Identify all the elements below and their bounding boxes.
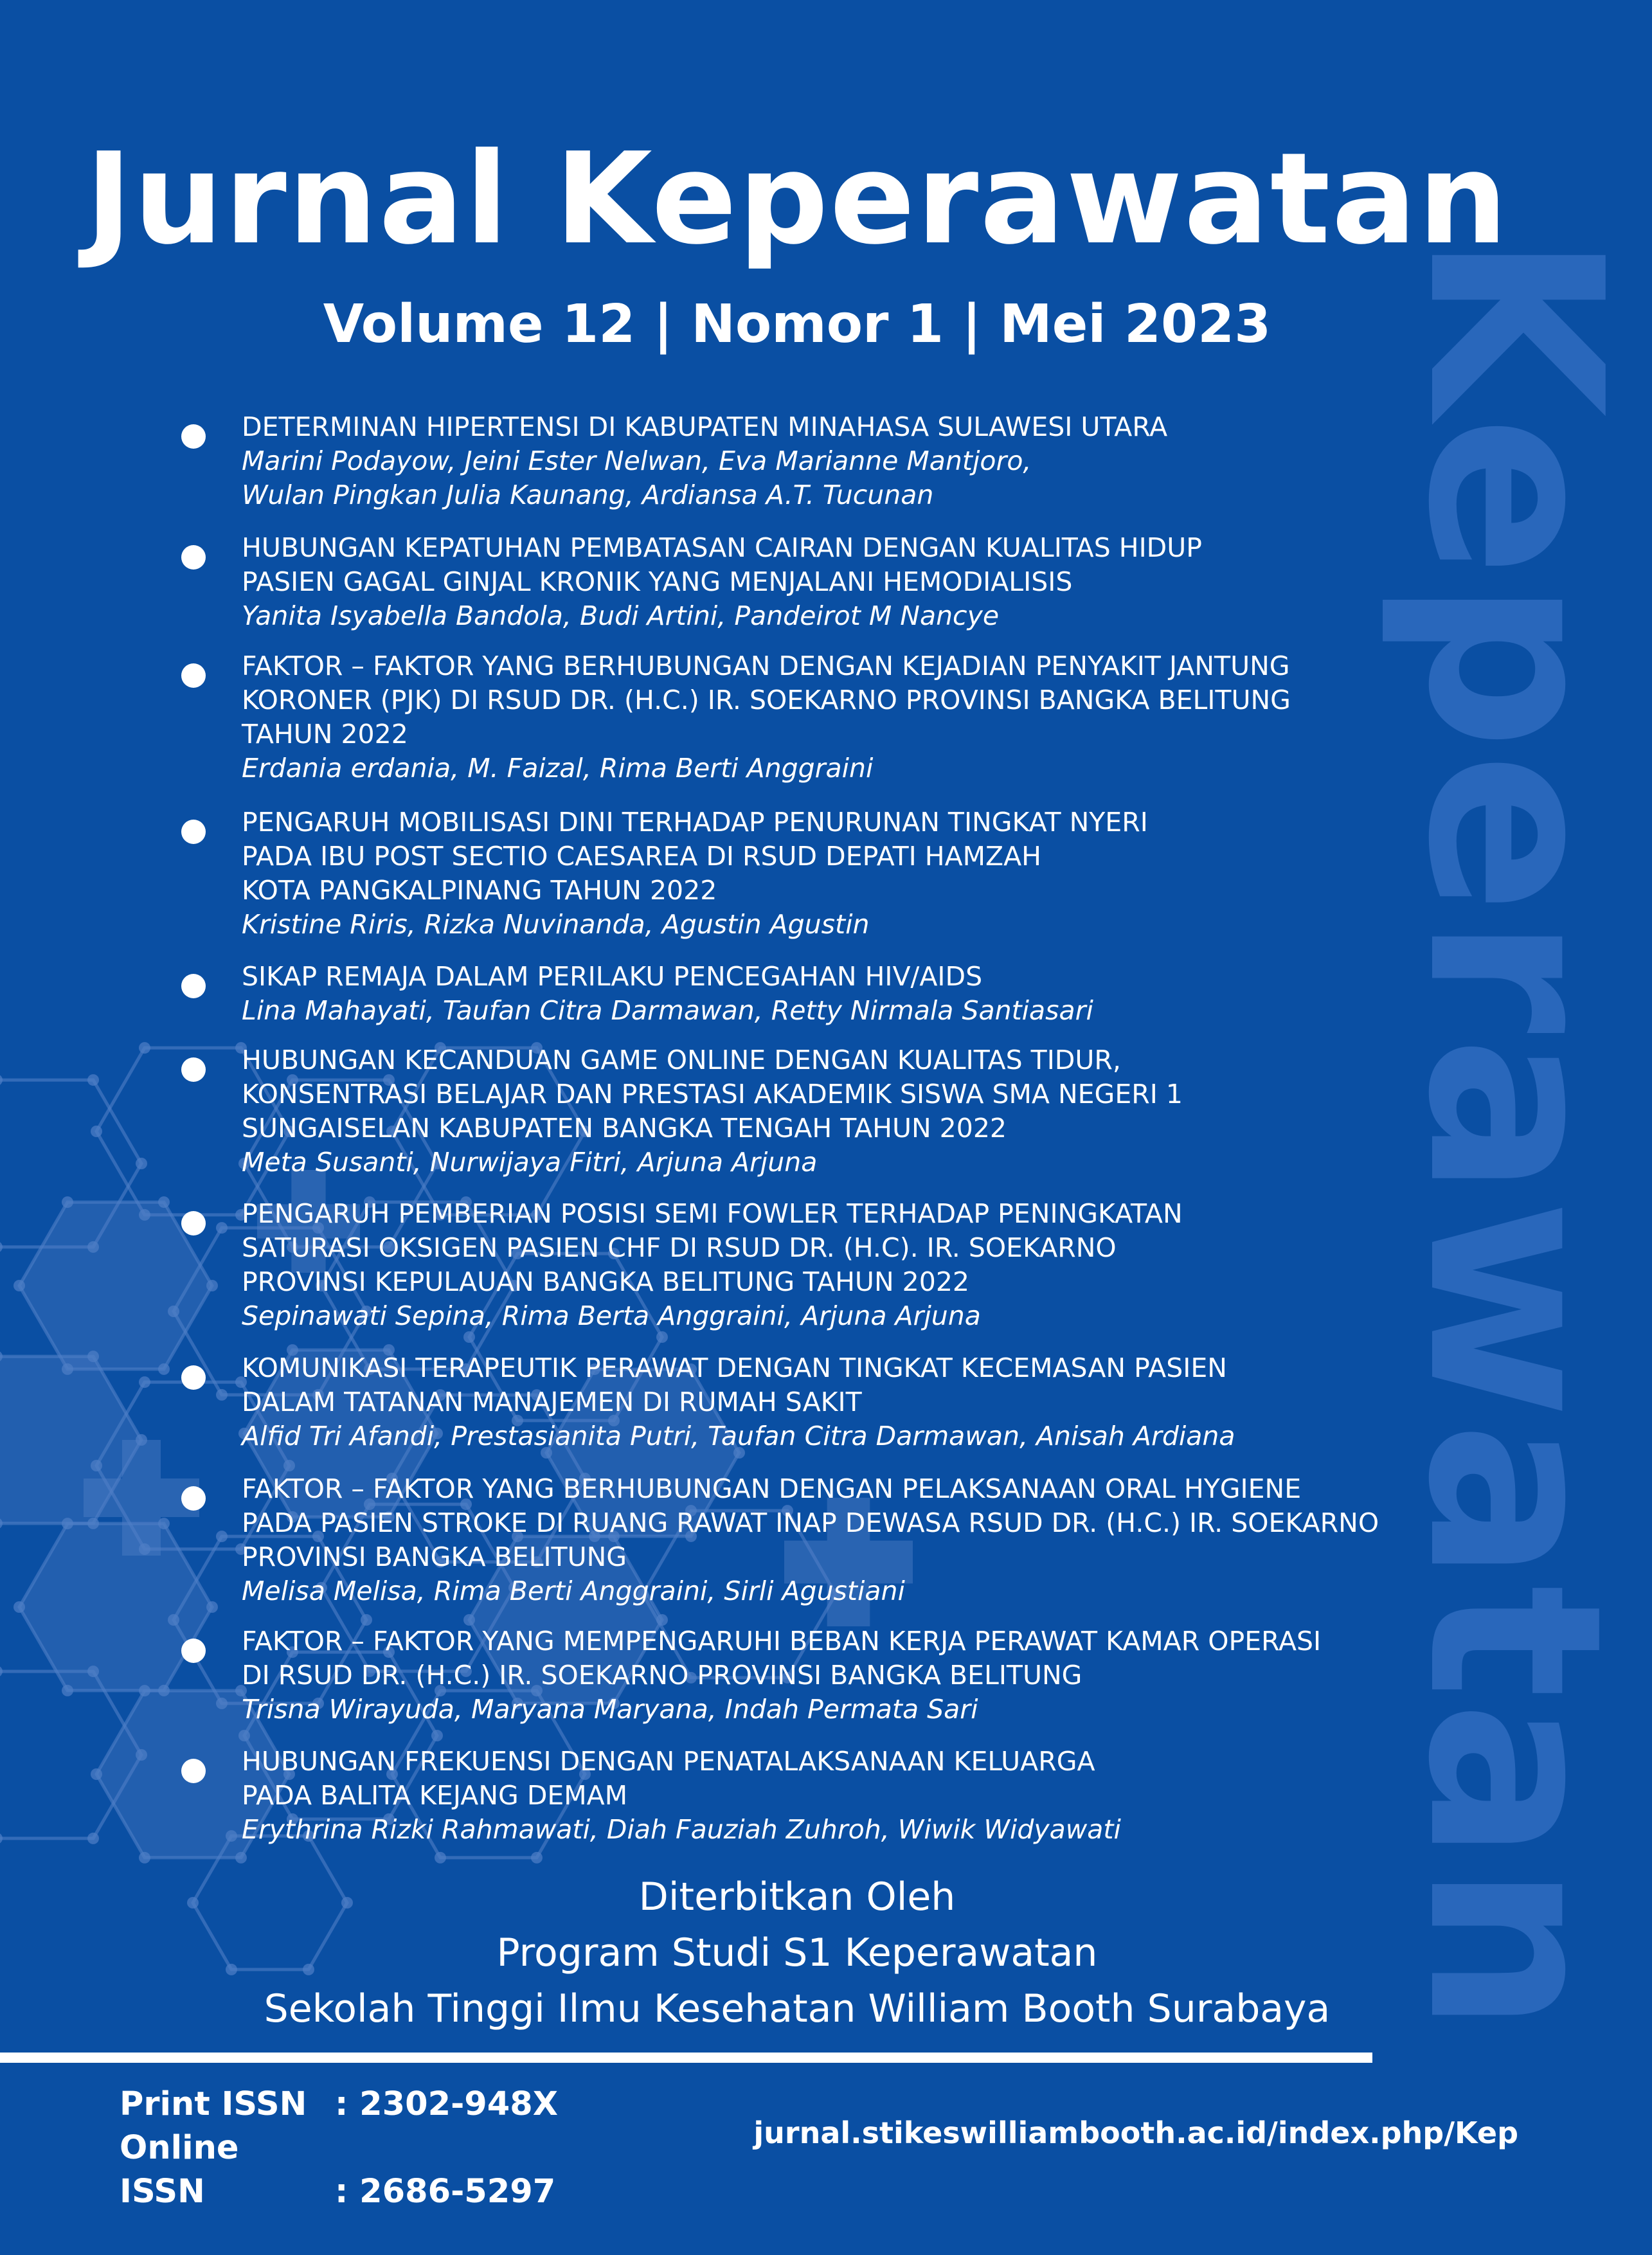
article-title-line: KOTA PANGKALPINANG TAHUN 2022 (242, 875, 717, 906)
article-item (242, 1745, 1482, 1847)
molecule-node (139, 1852, 150, 1864)
article-title-line: HUBUNGAN KEPATUHAN PEMBATASAN CAIRAN DENGAN KUALITAS HIDUP (242, 532, 1202, 563)
publisher-block (0, 1869, 1594, 2037)
article-authors-line: Meta Susanti, Nurwijaya Fitri, Arjuna Arjuna (242, 1147, 818, 1178)
molecule-node (168, 1614, 179, 1626)
molecule-node (0, 1833, 3, 1844)
article-authors-line: Sepinawati Sepina, Rima Berta Anggraini, Arjuna Arjuna (242, 1300, 981, 1331)
article-authors-line: Erythrina Rizki Rahmawati, Diah Fauziah Zuhroh, Wiwik Widyawati (242, 1814, 1121, 1845)
publisher-line: Sekolah Tinggi Ilmu Kesehatan William Booth Surabaya (264, 1986, 1331, 2031)
molecule-node (91, 1126, 102, 1137)
online-issn-value: : 2686-5297 (335, 2173, 556, 2211)
website-link[interactable]: jurnal.stikeswilliambooth.ac.id/index.php/Kep (753, 2116, 1518, 2150)
article-item (242, 1197, 1482, 1333)
article-title-line: PROVINSI KEPULAUAN BANGKA BELITUNG TAHUN 2022 (242, 1266, 969, 1297)
molecule-node (216, 1531, 228, 1542)
bullet-dot (181, 663, 206, 688)
article-title-line: SATURASI OKSIGEN PASIEN CHF DI RSUD DR. (H.C). IR. SOEKARNO (242, 1232, 1117, 1263)
molecule-node (0, 1666, 3, 1677)
issue-info: Volume 12 | Nomor 1 | Mei 2023 (323, 294, 1271, 355)
article-title-line: PASIEN GAGAL GINJAL KRONIK YANG MENJALANI HEMODIALISIS (242, 566, 1073, 597)
article-title-line: SUNGAISELAN KABUPATEN BANGKA TENGAH TAHUN 2022 (242, 1113, 1007, 1144)
molecule-node (216, 1389, 228, 1401)
publisher-line: Diterbitkan Oleh (638, 1874, 956, 1919)
article-title-line: HUBUNGAN FREKUENSI DENGAN PENATALAKSANAAN KELUARGA (242, 1746, 1095, 1777)
article-title-line: PADA BALITA KEJANG DEMAM (242, 1780, 628, 1811)
molecule-node (206, 1280, 218, 1291)
molecule-node (168, 1306, 179, 1317)
article-title-line: TAHUN 2022 (242, 719, 408, 750)
bullet-dot (181, 1759, 206, 1783)
article-item (242, 960, 1482, 1028)
print-issn-value: : 2302-948X (335, 2085, 559, 2123)
molecule-node (0, 1241, 3, 1253)
article-title-line: DALAM TATANAN MANAJEMEN DI RUMAH SAKIT (242, 1387, 862, 1417)
bullet-dot (181, 1365, 206, 1390)
article-title-line: FAKTOR – FAKTOR YANG MEMPENGARUHI BEBAN KERJA PERAWAT KAMAR OPERASI (242, 1626, 1322, 1657)
article-item (242, 649, 1482, 786)
issn-block (120, 2083, 558, 2214)
molecule-node (136, 1158, 147, 1169)
print-issn-label: Print ISSN (120, 2085, 307, 2123)
molecule-node (216, 1222, 228, 1234)
divider-rule (0, 2053, 1372, 2063)
article-item (242, 1472, 1482, 1608)
article-item (242, 531, 1482, 633)
publisher-line: Program Studi S1 Keperawatan (496, 1930, 1098, 1975)
molecule-node (139, 1685, 150, 1696)
bullet-dot (181, 1211, 206, 1235)
article-title-line: HUBUNGAN KECANDUAN GAME ONLINE DENGAN KUALITAS TIDUR, (242, 1045, 1121, 1075)
molecule-node (87, 1074, 99, 1086)
article-authors-line: Lina Mahayati, Taufan Citra Darmawan, Retty Nirmala Santiasari (242, 995, 1093, 1026)
article-authors-line: Melisa Melisa, Rima Berti Anggraini, Sirli Agustiani (242, 1576, 905, 1606)
article-item (242, 1043, 1482, 1180)
bullet-dot (181, 545, 206, 570)
molecule-node (139, 1376, 150, 1388)
molecule-node (87, 1666, 99, 1677)
article-title-line: PADA IBU POST SECTIO CAESAREA DI RSUD DEPATI HAMZAH (242, 841, 1041, 872)
article-item (242, 410, 1482, 512)
molecule-node (435, 1852, 446, 1864)
molecule-node (13, 1280, 25, 1291)
bullet-dot (181, 1639, 206, 1663)
article-authors-line: Erdania erdania, M. Faizal, Rima Berti Anggraini (242, 753, 874, 784)
molecule-node (87, 1351, 99, 1362)
molecule-node (62, 1196, 73, 1208)
article-item (242, 1624, 1482, 1727)
article-title-line: PENGARUH PEMBERIAN POSISI SEMI FOWLER TERHADAP PENINGKATAN (242, 1198, 1183, 1229)
article-authors-line: Wulan Pingkan Julia Kaunang, Ardiansa A.T. Tucunan (242, 480, 934, 510)
article-title-line: KONSENTRASI BELAJAR DAN PRESTASI AKADEMIK SISWA SMA NEGERI 1 (242, 1079, 1183, 1110)
molecule-node (139, 1042, 150, 1054)
article-title-line: PADA PASIEN STROKE DI RUANG RAWAT INAP DEWASA RSUD DR. (H.C.) IR. SOEKARNO (242, 1507, 1379, 1538)
online-issn (120, 2126, 558, 2214)
article-title-line: DETERMINAN HIPERTENSI DI KABUPATEN MINAHASA SULAWESI UTARA (242, 411, 1168, 442)
article-authors-line: Trisna Wirayuda, Maryana Maryana, Indah Permata Sari (242, 1694, 978, 1725)
article-title-line: PENGARUH MOBILISASI DINI TERHADAP PENURUNAN TINGKAT NYERI (242, 807, 1148, 838)
molecule-node (238, 1730, 250, 1741)
bullet-dot (181, 820, 206, 844)
print-issn (120, 2083, 558, 2126)
article-authors-line: Yanita Isyabella Bandola, Budi Artini, Pandeirot M Nancye (242, 600, 1000, 631)
molecule-node (91, 1768, 102, 1780)
molecule-node (62, 1685, 73, 1696)
bullet-dot (181, 1057, 206, 1082)
article-title-line: FAKTOR – FAKTOR YANG BERHUBUNGAN DENGAN KEJADIAN PENYAKIT JANTUNG (242, 651, 1290, 681)
article-authors-line: Marini Podayow, Jeini Ester Nelwan, Eva Marianne Mantjoro, (242, 445, 1032, 476)
article-title-line: FAKTOR – FAKTOR YANG BERHUBUNGAN DENGAN PELAKSANAAN ORAL HYGIENE (242, 1473, 1302, 1504)
journal-title: Jurnal Keperawatan (85, 126, 1509, 273)
article-item (242, 805, 1482, 942)
bullet-dot (181, 424, 206, 449)
article-authors-line: Kristine Riris, Rizka Nuvinanda, Agustin Agustin (242, 909, 870, 940)
bullet-dot (181, 1486, 206, 1511)
molecule-node (87, 1833, 99, 1844)
molecule-node (531, 1852, 543, 1864)
molecule-node (206, 1601, 218, 1613)
online-issn-label: Online ISSN (120, 2129, 239, 2211)
molecule-node (158, 1363, 170, 1375)
article-title-line: KORONER (PJK) DI RSUD DR. (H.C.) IR. SOEKARNO PROVINSI BANGKA BELITUNG (242, 685, 1291, 715)
article-title-line: SIKAP REMAJA DALAM PERILAKU PENCEGAHAN HIV/AIDS (242, 961, 983, 992)
molecule-node (431, 1730, 443, 1741)
vertical-watermark: Keperawatan (1376, 233, 1652, 2036)
molecule-node (226, 1830, 237, 1842)
molecule-node (13, 1601, 25, 1613)
article-title-line: KOMUNIKASI TERAPEUTIK PERAWAT DENGAN TINGKAT KECEMASAN PASIEN (242, 1352, 1227, 1383)
bullet-dot (181, 974, 206, 998)
molecule-node (235, 1852, 247, 1864)
article-title-line: DI RSUD DR. (H.C.) IR. SOEKARNO PROVINSI BANGKA BELITUNG (242, 1660, 1082, 1691)
article-item (242, 1351, 1482, 1453)
molecule-node (0, 1074, 3, 1086)
molecule-node (91, 1460, 102, 1471)
article-authors-line: Alfid Tri Afandi, Prestasianita Putri, Taufan Citra Darmawan, Anisah Ardiana (242, 1421, 1235, 1451)
molecule-node (158, 1196, 170, 1208)
article-title-line: PROVINSI BANGKA BELITUNG (242, 1541, 627, 1572)
molecule-node (62, 1518, 73, 1529)
